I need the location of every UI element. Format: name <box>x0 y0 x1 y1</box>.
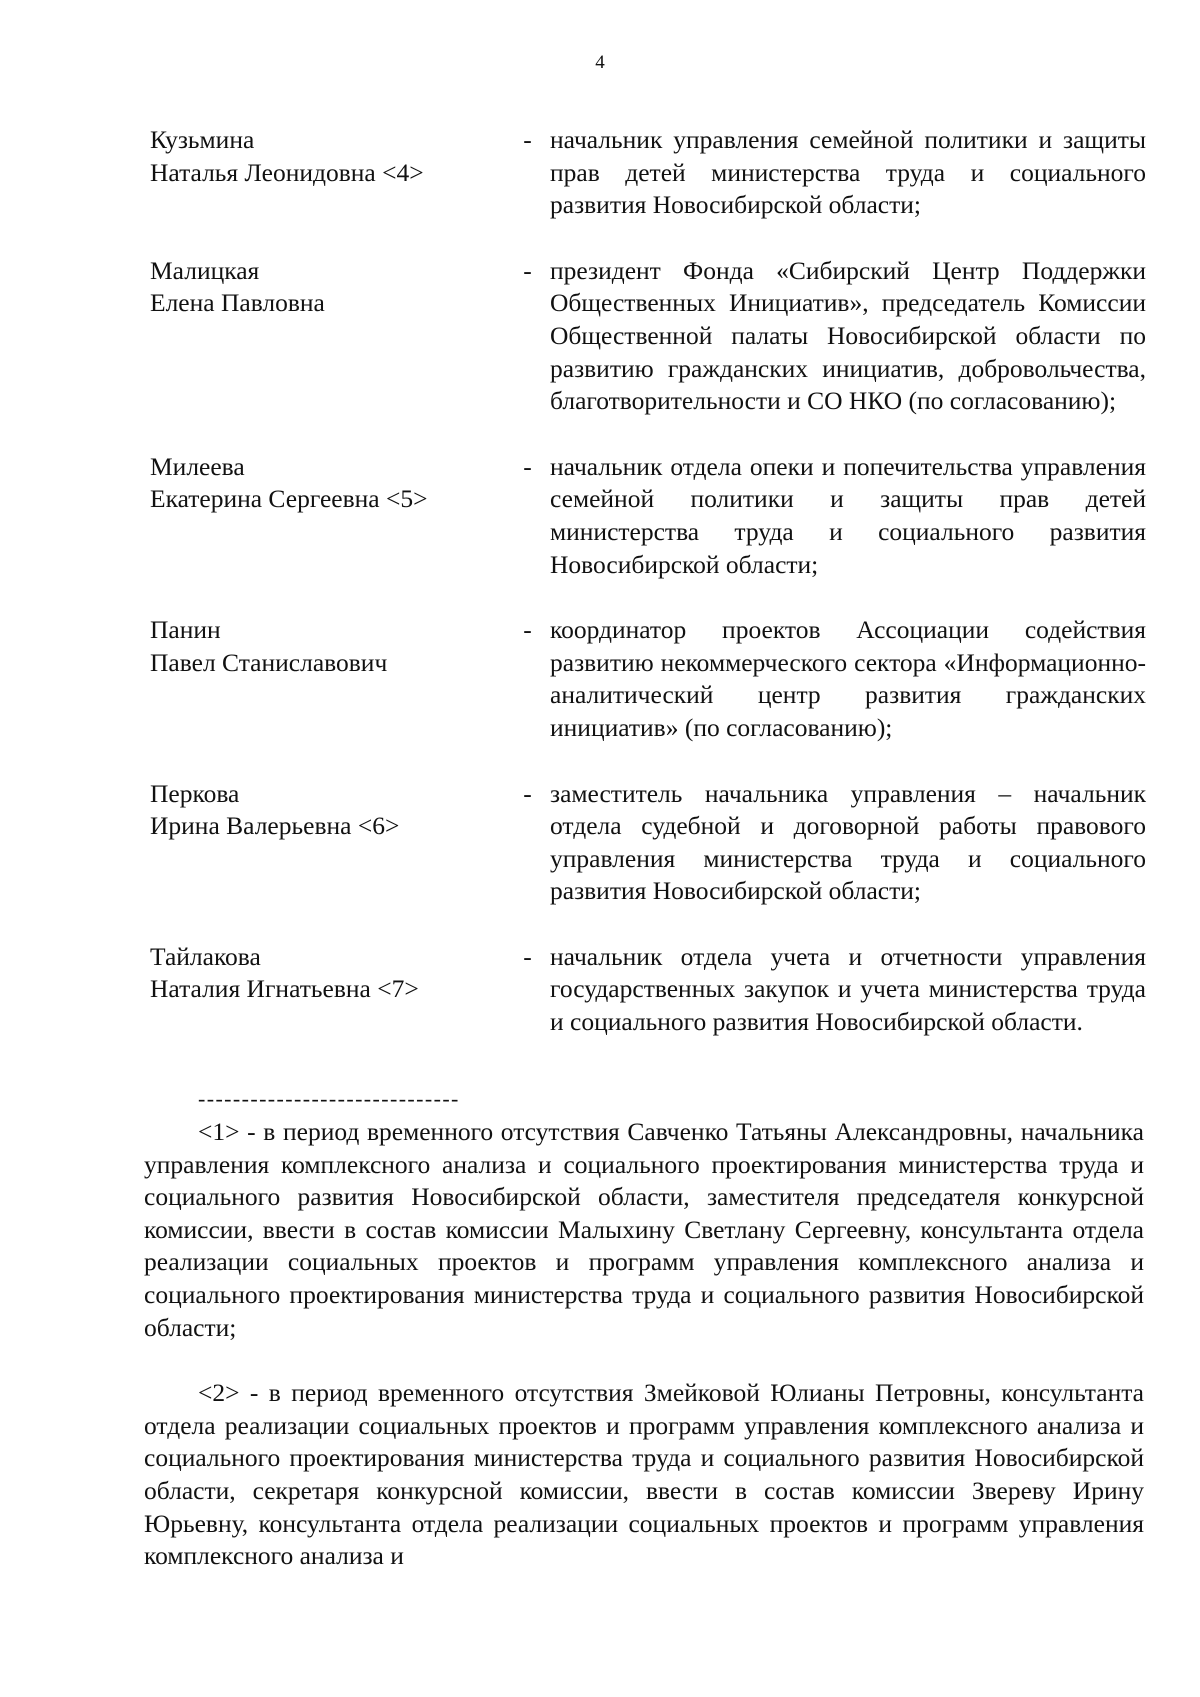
member-surname: Перкова <box>150 778 240 808</box>
member-entry <box>150 941 1146 1039</box>
footnote-2: <2> - в период временного отсутствия Змейковой Юлианы Петровны, консультанта отдела реализации социальных проектов и программ управления комплексного анализа и социального проектирования министерства труда и социального развития Новосибирской области, секретаря конкурсной комиссии, ввести в состав комиссии Звереву Ирину Юрьевну, консультанта отдела реализации социальных проектов и программ управления комплексного анализа и <box>144 1378 1144 1571</box>
footnotes <box>144 1116 1144 1573</box>
member-entry <box>150 255 1146 418</box>
member-given-name: Екатерина Сергеевна <5> <box>150 484 428 514</box>
member-dash: - <box>523 778 532 808</box>
member-surname: Кузьмина <box>150 125 255 154</box>
member-dash: - <box>523 451 532 481</box>
member-entry <box>150 778 1146 908</box>
member-given-name: Павел Станиславович <box>150 647 388 677</box>
member-given-name: Ирина Валерьевна <6> <box>150 811 400 841</box>
footnote-1: <1> - в период временного отсутствия Савченко Татьяны Александровны, начальника управления комплексного анализа и социального проектирования министерства труда и социального развития Новосибирской области, заместителя председателя конкурсной комиссии, ввести в состав комиссии Малыхину Светлану Сергеевну, консультанта отдела реализации социальных проектов и программ управления комплексного анализа и социального проектирования министерства труда и социального развития Новосибирской области; <box>144 1117 1144 1342</box>
members-list <box>150 124 1146 1039</box>
member-entry <box>150 614 1146 744</box>
member-surname: Панин <box>150 615 221 645</box>
member-name <box>150 255 505 418</box>
member-name <box>150 941 505 1039</box>
footnote-separator: ------------------------------ <box>198 1086 460 1111</box>
member-surname: Милеева <box>150 451 245 481</box>
member-surname: Малицкая <box>150 255 260 285</box>
member-name <box>150 614 505 744</box>
page-number: 4 <box>595 52 605 73</box>
member-role: заместитель начальника управления – начальник отдела судебной и договорной работы правового управления министерства труда и социального развития Новосибирской области; <box>550 778 1146 906</box>
member-dash: - <box>523 125 532 154</box>
member-role: начальник отдела учета и отчетности управления государственных закупок и учета министерства труда и социального развития Новосибирской области. <box>550 941 1146 1037</box>
member-role: координатор проектов Ассоциации содействия развитию некоммерческого сектора «Информационно-аналитический центр развития гражданских инициатив» (по согласованию); <box>550 615 1146 742</box>
member-given-name: Наталья Леонидовна <4> <box>150 157 424 187</box>
member-surname: Тайлакова <box>150 941 261 971</box>
member-role: президент Фонда «Сибирский Центр Поддержки Общественных Инициатив», председатель Комиссии Общественной палаты Новосибирской области по развитию гражданских инициатив, добровольчества, благотворительности и СО НКО (по согласованию); <box>550 255 1146 416</box>
member-dash: - <box>523 941 532 971</box>
member-role: начальник отдела опеки и попечительства управления семейной политики и защиты прав детей министерства труда и социального развития Новосибирской области; <box>550 451 1146 579</box>
member-entry <box>150 451 1146 581</box>
member-dash: - <box>523 255 532 285</box>
member-given-name: Наталия Игнатьевна <7> <box>150 974 419 1004</box>
member-name <box>150 124 505 222</box>
member-name <box>150 451 505 581</box>
member-role: начальник управления семейной политики и защиты прав детей министерства труда и социального развития Новосибирской области; <box>550 125 1146 220</box>
member-name <box>150 778 505 908</box>
member-entry <box>150 124 1146 222</box>
member-given-name: Елена Павловна <box>150 288 325 318</box>
member-dash: - <box>523 615 532 645</box>
